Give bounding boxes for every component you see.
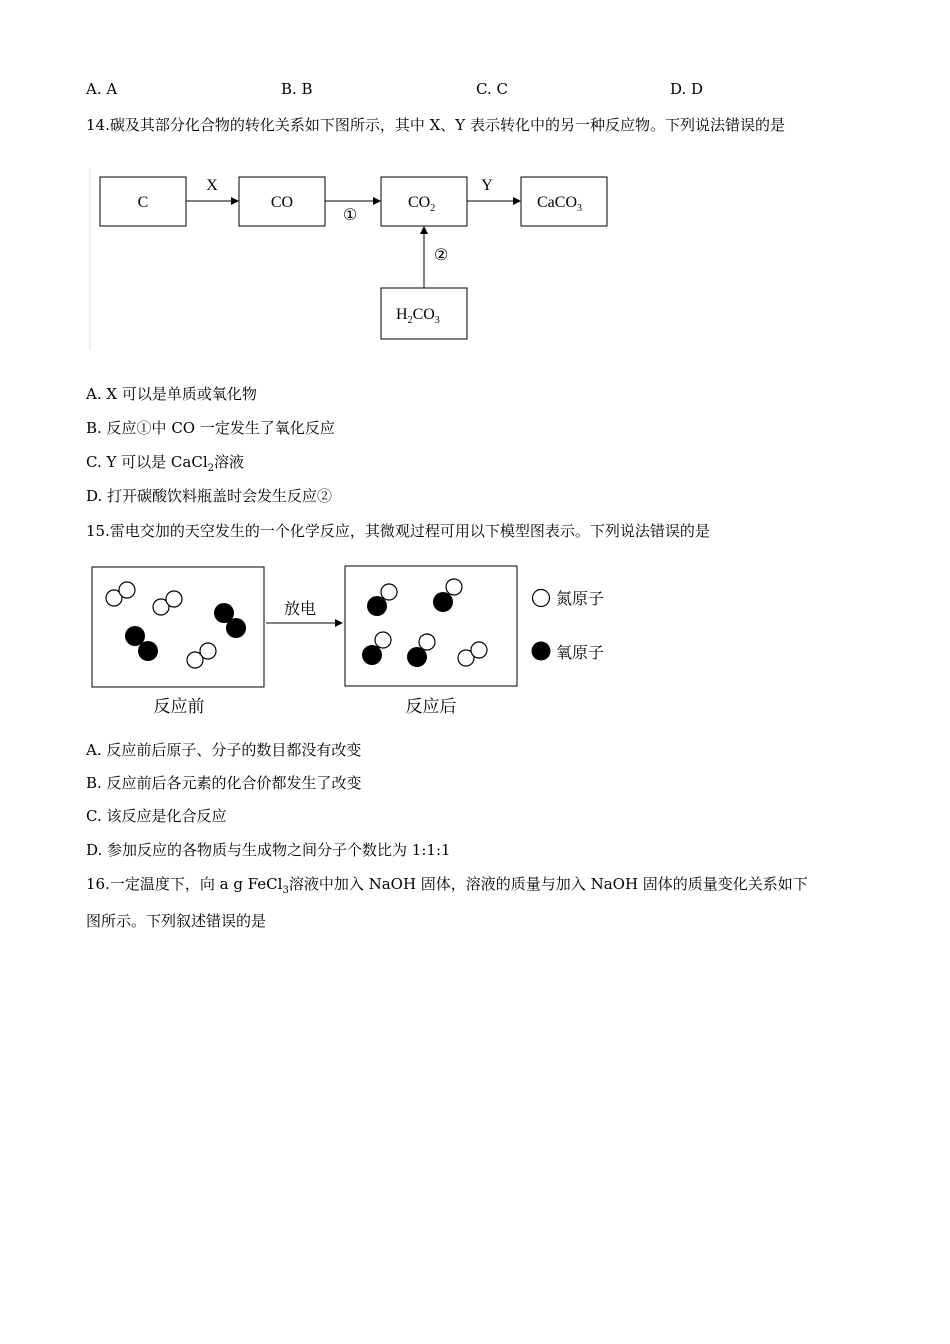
q14-option-b: B. 反应①中 CO 一定发生了氧化反应 (86, 419, 335, 437)
box-co-label: CO (270, 194, 294, 211)
q14-option-d: D. 打开碳酸饮料瓶盖时会发生反应② (86, 487, 333, 505)
arrow-label: 放电 (283, 599, 317, 618)
box-c-label: C (137, 194, 149, 211)
q15-option-d: D. 参加反应的各物质与生成物之间分子个数比为 1:1:1 (86, 841, 451, 859)
q14-carbon-diagram (86, 160, 626, 355)
q15-molecule-diagram (86, 560, 626, 725)
q14-option-c-sub: 2 (207, 463, 214, 474)
box-h2co3-label: $H_2CO_3$ (396, 306, 440, 326)
after-box (345, 566, 517, 686)
q14-option-c (86, 452, 244, 479)
q14-option-c-post: 溶液 (214, 453, 245, 471)
q13-option-b: B. B (281, 80, 313, 98)
q16-stem-line2: 图所示。下列叙述错误的是 (86, 912, 267, 930)
q16-stem-sub: 3 (282, 885, 289, 896)
box-caco3-label: CaCO$_3$ (537, 194, 582, 214)
label-y: Y (481, 177, 493, 194)
q15-option-b: B. 反应前后各元素的化合价都发生了改变 (86, 774, 362, 792)
q16-stem (86, 874, 808, 901)
label-2: ② (433, 245, 449, 264)
q15-option-a: A. 反应前后原子、分子的数目都没有改变 (86, 741, 362, 759)
legend-n-swatch (533, 590, 550, 607)
legend-o-label: 氧原子 (556, 643, 605, 662)
q16-stem-pre: 16.一定温度下，向 a g FeCl (86, 875, 283, 893)
label-1: ① (342, 205, 358, 224)
q13-option-c: C. C (476, 80, 508, 98)
q13-options (0, 80, 950, 102)
q15-stem: 15.雷电交加的天空发生的一个化学反应，其微观过程可用以下模型图表示。下列说法错误的是 (86, 522, 710, 540)
legend-o-swatch (532, 642, 551, 661)
q14-option-a: A. X 可以是单质或氧化物 (86, 385, 257, 403)
q14-option-c-text: C. Y 可以是 CaCl (86, 453, 208, 471)
before-label: 反应前 (153, 697, 205, 717)
label-x: X (206, 177, 218, 194)
legend-n-label: 氮原子 (556, 589, 605, 608)
q16-stem-post: 溶液中加入 NaOH 固体，溶液的质量与加入 NaOH 固体的质量变化关系如下 (288, 875, 808, 893)
after-label: 反应后 (405, 697, 457, 717)
box-co2-label: $CO_2$ (408, 194, 436, 214)
q14-stem: 14.碳及其部分化合物的转化关系如下图所示，其中 X、Y 表示转化中的另一种反应物。下列说法错误的是 (86, 116, 785, 134)
q13-option-d: D. D (670, 80, 704, 98)
q13-option-a: A. A (86, 80, 118, 98)
q15-option-c: C. 该反应是化合反应 (86, 807, 227, 825)
